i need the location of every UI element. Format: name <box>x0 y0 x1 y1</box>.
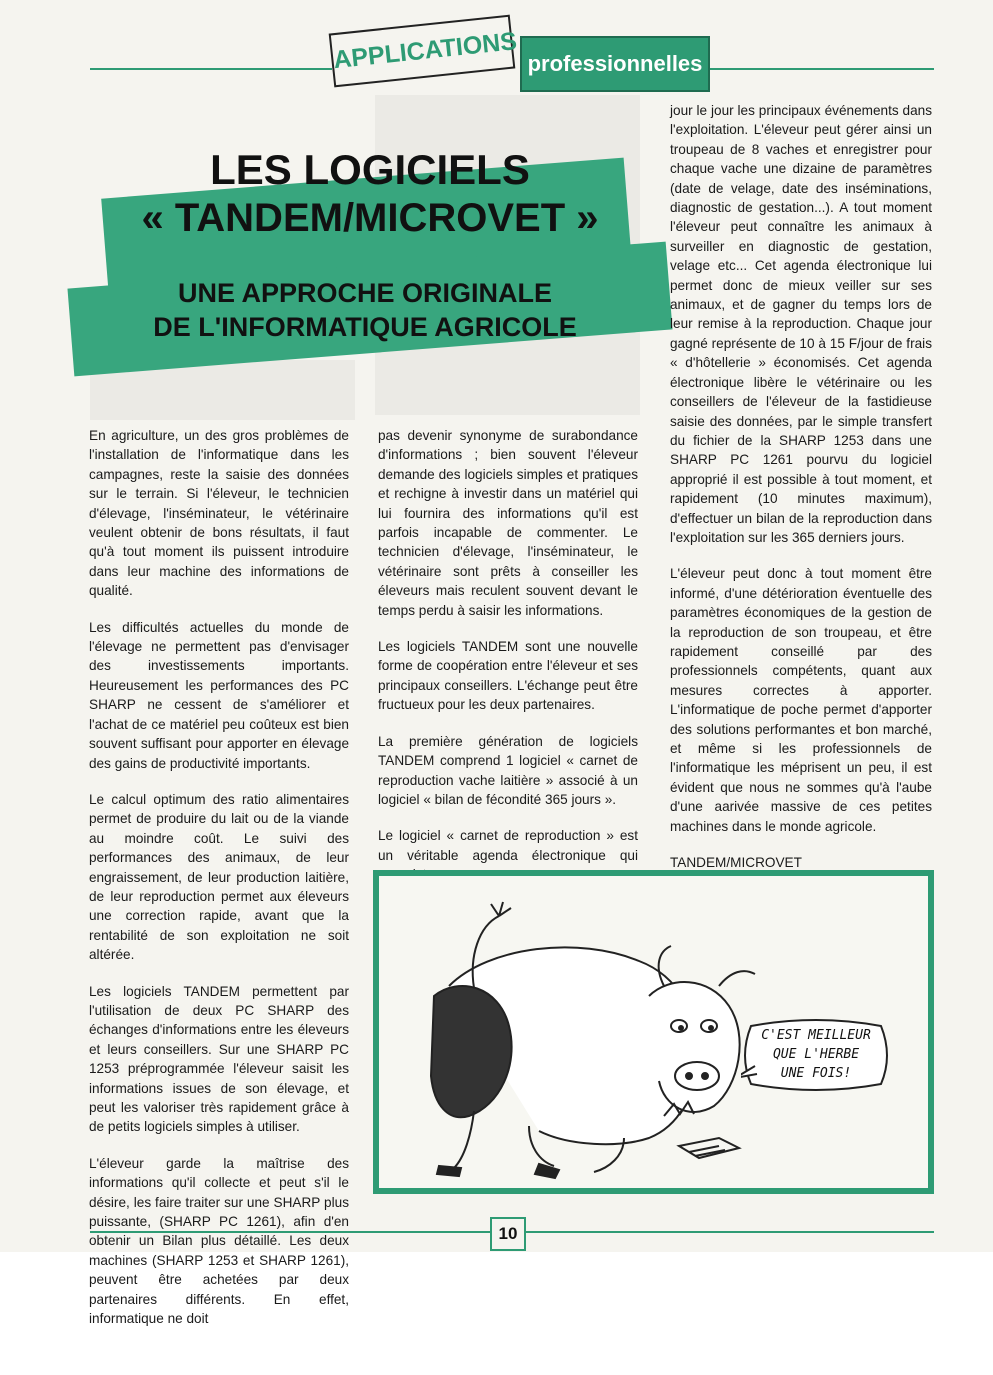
article-title-line-2: « TANDEM/MICROVET » <box>141 196 599 240</box>
speech-bubble-text <box>751 1026 881 1083</box>
page-number: 10 <box>490 1217 526 1251</box>
footer-rule-left <box>90 1231 490 1233</box>
paragraph: pas devenir synonyme de surabondance d'informations ; bien souvent l'éleveur demande des logiciels simples et pratiques et rechigne à investir dans un matériel qui lui fournira des informations qu'il est parfois incapable de commenter. Le technicien d'élevage, l'inséminateur, le vétérinaire sont prêts à conseiller les éleveurs mais reculent souvent devant le temps perdu à saisir les informations. <box>378 428 638 618</box>
header-rule-left <box>90 68 332 70</box>
paragraph: Le logiciel « carnet de reproduction » est un véritable agenda électronique qui <box>378 828 638 863</box>
article-subtitle-line-2: DE L'INFORMATIQUE AGRICOLE <box>153 312 577 342</box>
speech-line: UNE FOIS! <box>780 1066 852 1081</box>
paragraph: jour le jour les principaux événements dans l'exploitation. L'éleveur peut gérer ainsi un troupeau de 8 vaches et enregistrer pour chaque vache une dizaine de paramètres (date de velage, date des inséminations, diagnostic de gestation...). A tout moment l'éleveur peut connaître les animaux à surveiller en diagnostic de gestation, velage etc... Cet agenda électronique lui permet donc de mieux veiller sur ses animaux, et de gagner du temps lors de leur remise à la reproduction. Chaque jour gagné représente de 10 à 15 F/jour de frais « d'hôtellerie » économisés. Cet agenda électronique libère le vétérinaire ou les conseillers de l'éleveur de la fastidieuse saisie des données, par le simple transfert du fichier de la SHARP 1253 dans une SHARP PC 1261 pourvu du logiciel approprié il est possible à tout moment, et rapidement (10 minutes maximum), d'effectuer un bilan de la reproduction dans l'exploitation sur les 365 derniers jours. <box>670 103 932 545</box>
section-tag-applications: APPLICATIONS <box>329 15 516 88</box>
paragraph: Les logiciels TANDEM sont une nouvelle forme de coopération entre l'éleveur et ses principaux conseillers. L'échange peut être fructueux pour les deux partenaires. <box>378 639 638 713</box>
paragraph: Les difficultés actuelles du monde de l'élevage ne permettent pas d'envisager des investissements importants. Heureusement les performances des PC SHARP ne cessent de s'améliorer et l'achat de ce matériel peu coûteux est bien souvent suffisant pour apporter en élevage des gains de productivité importants. <box>89 619 349 771</box>
text-column-1 <box>89 426 349 1345</box>
paragraph: Les logiciels TANDEM permettent par l'utilisation de deux PC SHARP des échanges d'informations entre les éleveurs et leurs conseillers. Sur une SHARP PC 1253 préprogrammée l'éleveur saisit les informations issues de son élevage, et peut les valoriser très rapidement grâce à de petits logiciels simples à utiliser. <box>89 983 349 1135</box>
section-tag-professionnelles: professionnelles <box>520 36 710 92</box>
paragraph: Le calcul optimum des ratio alimentaires permet de produire du lait ou de la viande au moindre coût. Le suivi des performances des animaux, de leur engraissement, de leur production laitière, de leur reproduction permet aux éleveurs une correction rapide, avant que la rentabilité de son exploitation ne soit altérée. <box>89 791 349 963</box>
cartoon-frame <box>373 870 934 1194</box>
speech-line: QUE L'HERBE <box>772 1047 860 1062</box>
paragraph: En agriculture, un des gros problèmes de l'installation de l'informatique dans les campagnes, reste la saisie des données sur le terrain. Si l'éleveur, le technicien d'élevage, l'inséminateur, le vétérinaire veulent obtenir de bons résultats, il faut qu'à tout moment ils puissent introduire dans leur machine des informations de qualité. <box>89 428 349 599</box>
paragraph: La première génération de logiciels TANDEM comprend 1 logiciel « carnet de reproduction vache laitière » associé à un logiciel « bilan de fécondité 365 jours ». <box>378 733 638 807</box>
text-column-3 <box>670 101 932 911</box>
paragraph: L'éleveur peut donc à tout moment être informé, d'une détérioration éventuelle des paramètres économiques de la gestion de la reproduction de son troupeau, et être rapidement conseillé par des professionnels compétents, quant aux mesures correctes à apporter. L'informatique de poche permet d'apporter des solutions performantes et bon marché, et même si les professionnels de l'informatique les méprisent un peu, il est évident que nous ne sommes qu'à l'aube d'une aarivée massive de ces petites machines dans le monde agricole. <box>670 566 932 834</box>
article-subtitle-line-1: UNE APPROCHE ORIGINALE <box>177 278 553 308</box>
address-company: TANDEM/MICROVET <box>670 855 802 871</box>
header-rule-right <box>706 68 934 70</box>
text-column-2 <box>378 426 638 902</box>
footer-rule-right <box>524 1231 934 1233</box>
paragraph: L'éleveur garde la maîtrise des informations qu'il collecte et peut s'il le désire, les faire traiter sur une SHARP plus puissante, (SHARP PC 1261), afin d'en obtenir un Bilan plus détaillé. Les deux machines (SHARP 1253 et SHARP 1261), peuvent être achetées par deux partenaires différents. En effet, informatique ne doit <box>89 1155 349 1327</box>
speech-line: C'EST MEILLEUR <box>761 1028 871 1043</box>
article-title-line-1: LES LOGICIELS <box>210 146 530 193</box>
